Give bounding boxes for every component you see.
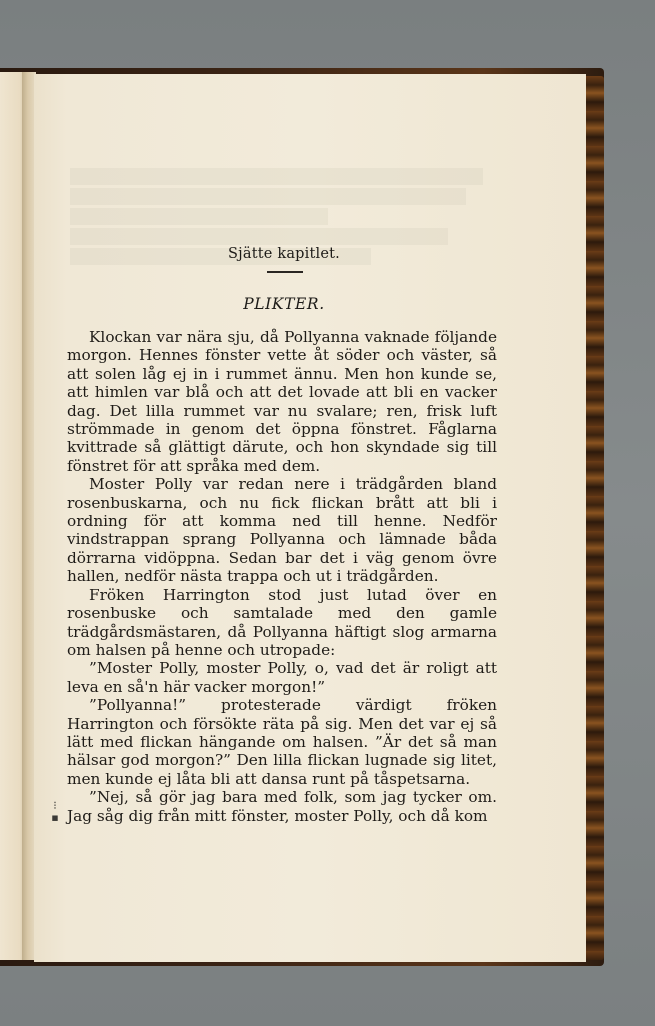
paragraph: Fröken Harrington stod just lutad över en rosenbuske och samtalade med den gamle trädgårdsmästaren, då Pollyanna häftigt slog armarna om halsen på henne och utropade: [67,585,497,659]
heading-divider [267,271,303,273]
chapter-heading: Sjätte kapitlet. [228,246,340,262]
section-title: PLIKTER. [243,295,325,313]
paragraph: Klockan var nära sju, då Pollyanna vaknade följande morgon. Hennes fönster vette åt söder och väster, så att solen låg ej in i rummet ännu. Men hon kunde se, att himlen var blå och att det lovade att bli en vacker dag. Det lilla rummet var nu svalare; ren, frisk luft strömmade in genom det öppna fönstret. Fåglarna kvittrade så glättigt därute, och hon skyndade sig till fönstret för att språka med dem. [67,328,497,475]
paragraph: ”Pollyanna!” protesterade värdigt fröken Harrington och försökte räta på sig. Men det var ej så lätt med flickan hängande om halsen. ”Är det så man hälsar god morgon?” Den lilla flickan lugnade sig litet, men kunde ej låta bli att dansa runt på tåspetsarna. [67,696,497,788]
margin-mark-icon: ⁝ ▪ [51,799,59,824]
paragraph: ”Moster Polly, moster Polly, o, vad det är roligt att leva en så'n här vacker morgon!” [67,659,497,696]
book-cover-edge [586,76,604,960]
page-body-text [67,328,497,825]
paragraph: ”Nej, så gör jag bara med folk, som jag tycker om. Jag såg dig från mitt fönster, moster Polly, och då kom [67,788,497,825]
paragraph: Moster Polly var redan nere i trädgården bland rosenbuskarna, och nu fick flickan brått att bli i ordning för att komma ned till henne. Nedför vindstrappan sprang Pollyanna och lämnade båda dörrarna vidöppna. Sedan bar det i väg genom övre hallen, nedför nästa trappa och ut i trädgården. [67,475,497,586]
